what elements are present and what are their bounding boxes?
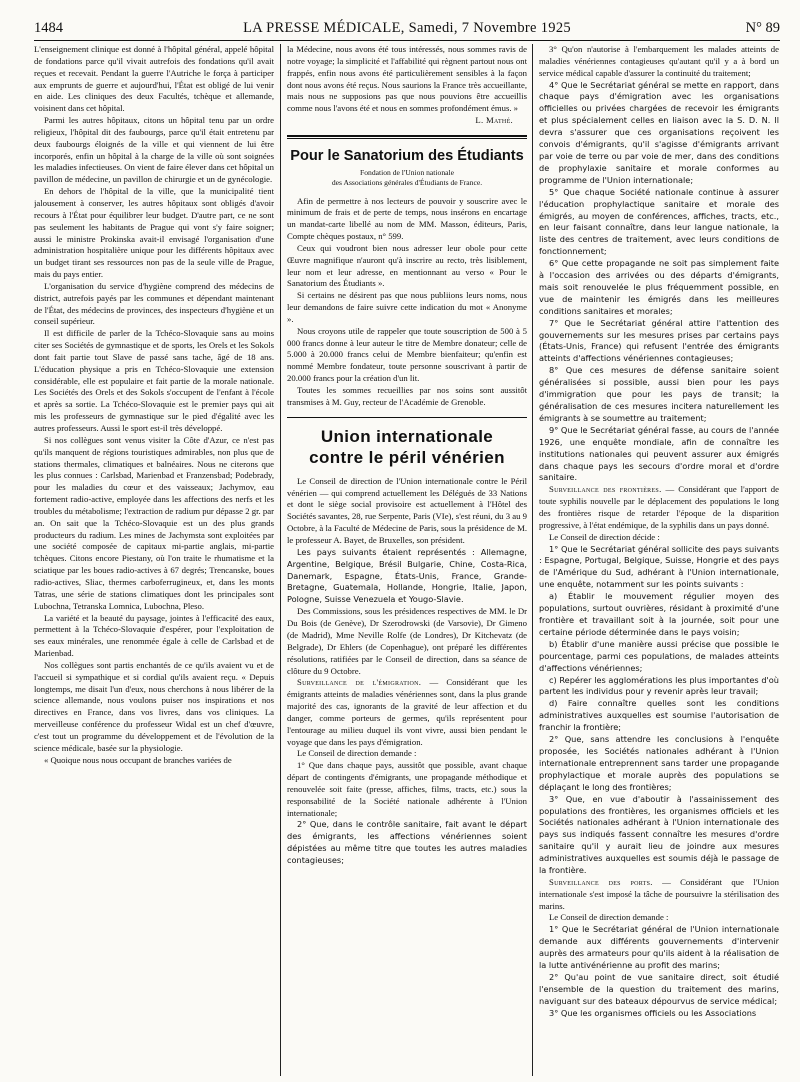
paragraph: 8° Que ces mesures de défense sanitaire soient généralisées si possible, aussi bien pour les pays d'immigration que pour les pays de transit; la généralisation de ces mesures incitera naturellement les émigrants à se soumettre au traitement; [539, 365, 779, 423]
paragraph: 3° Que, en vue d'aboutir à l'assainissement des populations des frontières, les organismes officiels et les Sociétés nationales adhérant à l'Union internationale des pays sus indiqués fassent connaître les mesures d'ordre sanitaire qu'il y aurait lieu de joindre aux mesures administratives auxquelles est soumis déjà le passage de la frontière. [539, 793, 779, 876]
paragraph: Le Conseil de direction décide : [549, 531, 660, 542]
paragraph: 3° Qu'on n'autorise à l'embarquement les malades atteints de maladies vénériennes contagieuses qu'autant qu'il y a à bord un service médical capable d'assurer la continuité du traitement; [539, 44, 779, 78]
paragraph: c) Repérer les agglomérations les plus importantes d'où partent les individus pour y revenir après leur travail; [539, 674, 779, 697]
paragraph-text: — Considérant que les émigrants atteints de maladies vénériennes sont, dans la plus grande majorité des cas, ignorants de la gravité de leur affection et du danger, comme porteurs de germes, qu'ils représentent pour l'entourage au milieu duquel ils vont vivre, aussi bien pendant le voyage que dans les pays d'émigration. [287, 677, 527, 747]
paragraph-text: — Considérant que l'apport de toute syphilis nouvelle par le déplacement des populations le long des frontières risque de retarder l'époque de la disparition progressive, à l'état endémique, de la syphilis dans un pays donné. [539, 484, 779, 530]
column-1 [34, 44, 274, 1074]
article-separator [287, 417, 527, 418]
paragraph: L'organisation du service d'hygiène comprend des médecins de district, autrefois payés par les communes et dépendant maintenant de l'État, des médecins de provinces, des inspecteurs d'hygiène et un conseil supérieur. [34, 280, 274, 327]
subtitle-line: Fondation de l'Union nationale [360, 167, 454, 177]
paragraph: La variété et la beauté du paysage, jointes à l'efficacité des eaux, permettent à la Tchéco-Slovaquie d'espérer, pour l'exploitation de ses eaux minérales, une renommée égale à celle de Carlsbad et de Marienbad. [34, 612, 274, 659]
paragraph: Parmi les autres hôpitaux, citons un hôpital tenu par un ordre religieux, l'hôpital dit des faubourgs, parce qu'il était entretenu par deux faubourgs éloignés de la ville et qui viennent de lui être incorporés, enfin un hôpital à la charge de la ville où sont soignées les maladies infectieuses. On vient de faire élever dans cet hôpital un pavillon de médecine, un pavillon de chirurgie et un de gynécologie. [34, 115, 274, 185]
article-title [287, 426, 527, 468]
paragraph: Nos collègues sont partis enchantés de ce qu'ils avaient vu et de l'accueil si sympathique et si cordial qu'ils avaient reçu. « Depuis longtemps, me disait l'un d'eux, nous cherchons à nous libérer de la science allemande, nous voulons puiser nos inspirations et nos directives en France, dans vos livres, dans vos cliniques. La merveilleuse conférence du professeur Widal est un chef d'œuvre, c'est tout un programme du développement et de l'évolution de la science médicale, basée sur la physiologie. [34, 659, 274, 753]
paragraph: d) Faire connaître quelles sont les conditions administratives auxquelles est soumise l'autorisation de franchir la frontière; [539, 698, 779, 733]
paragraph: Ceux qui voudront bien nous adresser leur obole pour cette Œuvre magnifique n'auront qu'à inscrire au recto, très lisiblement, leur nom et leur adresse, en mentionnant au verso « Pour le Sanatorium des Étudiants ». [287, 242, 527, 289]
paragraph: Afin de permettre à nos lecteurs de pouvoir y souscrire avec le minimum de frais et de perte de temps, nous insérons en encartage un mandat-carte libellé au nom de MM. Masson, éditeurs, Paris, Compte chèques postaux, n° 599. [287, 195, 527, 242]
paragraph: 1° Que le Secrétariat général sollicite des pays suivants : Espagne, Portugal, Belgique, Suisse, Hongrie et des pays de l'Amérique du Sud, adhérant à l'Union internationale, une enquête, notamment sur les points suivants : [539, 543, 779, 590]
paragraph [287, 677, 527, 748]
column-rule [280, 44, 281, 1076]
issue-number: N° 89 [745, 20, 780, 36]
paragraph: 2° Qu'au point de vue sanitaire direct, soit étudié l'ensemble de la question du traitement des marins, naviguant sur des bateaux dépourvus de service médical; [539, 971, 779, 1006]
paragraph [539, 484, 779, 531]
title-line: Union internationale [320, 426, 494, 446]
page-header [34, 18, 780, 38]
paragraph: 6° Que cette propagande ne soit pas simplement faite à l'occasion des arrivées ou des départs d'émigrants, mais soit renouvelée le plus fréquemment possible, en vue de maintenir les émigrés dans les meilleures conditions sanitaires et morales; [539, 258, 779, 316]
paragraph: 2° Que, sans attendre les conclusions à l'enquête proposée, les Sociétés nationales adhérant à l'Union internationale entreprennent sans tarder une propagande prophylactique et morale auprès des populations se déplaçant le long des frontières; [539, 734, 779, 792]
paragraph: Des Commissions, sous les présidences respectives de MM. le Dr Du Bois (de Genève), Dr Szerodrowski (de Varsovie), Dr Gimeno (de Madrid), Mme Neville Rolfe (de Londres), Dr Kitchevatz (de Belgrade), Dr Ehlers (de Copenhague), ont préparé les différentes résolutions, ratifiées par le Conseil de direction, dans sa séance de clôture du 9 Octobre. [287, 606, 527, 676]
paragraph: Le Conseil de direction de l'Union internationale contre le Péril vénérien — qui comprend actuellement les Délégués de 33 Nations et dont le siège social provisoire est actuellement à l'Hôtel des Sociétés savantes, 28, rue Serpente, Paris (VIe), s'est réuni, du 3 au 9 Octobre, à la Faculté de Médecine de Paris, sous la présidence de M. le professeur A. Bayet, de Bruxelles, son président. [287, 475, 527, 545]
column-rule [532, 44, 533, 1076]
running-title: LA PRESSE MÉDICALE, Samedi, 7 Novembre 1925 [243, 20, 571, 36]
paragraph [539, 877, 779, 913]
paragraph: Le Conseil de direction demande : [549, 912, 669, 923]
paragraph: 4° Que le Secrétariat général se mette en rapport, dans chaque pays d'émigration avec les organisations officielles ou privées chargées de recevoir les émigrants et plus spécialement celles en liaison avec la S. D. N. Il devra s'assurer que ces organisations reçoivent les convois d'émigrants, qu'il s'agisse d'émigrants arrivant par voie de terre ou par voie de mer, dans des conditions de prophylaxie sanitaire et morale conformes au programme de l'Union internationale; [539, 79, 779, 185]
paragraph: Si nos collègues sont venus visiter la Côte d'Azur, ce n'est pas qu'ils manquent de régions touristiques admirables, non plus que de stations thermales, climatiques et balnéaires. Nous ne citerons que les plus connues : Carlsbad, Marienbad et Franzensbad; Podebrady, pour les maladies du cœur et des vaisseaux; Jachymov, eau fortement radio-active, employée dans les affections des nerfs et les troubles du métabolisme; l'extraction de radium pur dépasse 2 gr. par an. On sait que la Tchéco-Slovaquie est un des plus grands producteurs du radium. Les mines de Jachymsta sont exploitées par une société composée de capitaux mi-partie anglais, mi-partie tchèques. Citons encore Piestany, où l'on traite le rhumatisme et la sciatique par les boues radio-actives à 67 degrés; Trencanske, boues radio-actives, Sliac, thermes carboferrugineux, et, dans les monts Tatras, une série de stations climatiques dont les principales sont Lubochna, Tetranska Lomnica, Lubochna, Pleso. [34, 434, 274, 611]
title-line: contre le péril vénérien [309, 447, 505, 467]
paragraph: Si certains ne désirent pas que nous publiions leurs noms, nous leur demandons de faire suivre cette indication du mot « Anonyme ». [287, 290, 527, 324]
column-2 [287, 44, 527, 1074]
paragraph: 1° Que dans chaque pays, aussitôt que possible, avant chaque départ de contingents d'émigrants, une propagande méthodique et renouvelée soit faite (presse, affiches, films, tracts, etc.) sous la responsabilité de la Société nationale adhérente à l'Union internationale; [287, 760, 527, 818]
paragraph: Les pays suivants étaient représentés : Allemagne, Argentine, Belgique, Brésil Bulgarie, Chine, Costa-Rica, Danemark, Espagne, États-Unis, France, Grande-Bretagne, Guatemala, Hollande, Hongrie, Italie, Japon, Pologne, Suisse Venezuela et Yougo-Slavie. [287, 546, 527, 605]
section-heading: Surveillance des ports. [549, 876, 653, 887]
header-rule [34, 40, 780, 41]
paragraph: 7° Que le Secrétariat général attire l'attention des gouvernements sur les mesures prises par certains pays (États-Unis, France) qui refusent l'entrée des émigrants atteints d'affections vénériennes contagieuses; [539, 317, 779, 364]
paragraph: b) Établir d'une manière aussi précise que possible le pourcentage, parmi ces populations, de malades atteints d'affections vénériennes; [539, 638, 779, 673]
paragraph: L'enseignement clinique est donné à l'hôpital général, appelé hôpital de fondations parce qu'il vivait autrefois des fondations qu'il avait reçues et recevait. Pendant la guerre l'Autriche le força à participer aux emprunts de guerre et aujourd'hui, l'État est obligé de lui venir en aide. Les cliniques des deux Facultés, tchèque et allemande, voisinent dans cet hôpital. [34, 44, 274, 114]
paragraph: 9° Que le Secrétariat général fasse, au cours de l'année 1926, une enquête mondiale, afin de connaître les institutions nationales qui peuvent assurer aux émigrés dans chaque pays les secours d'ordre moral et d'ordre sanitaire. [539, 424, 779, 483]
paragraph: Le Conseil de direction demande : [297, 748, 417, 759]
article-subtitle [287, 168, 527, 188]
column-3 [539, 44, 779, 1074]
article-title: Pour le Sanatorium des Étudiants [290, 147, 524, 164]
paragraph: En dehors de l'hôpital de la ville, que la municipalité tient jalousement à conserver, les autres hôpitaux sont obligés d'avoir recours à l'État pour équilibrer leur budget. D'autre part, ce ne sont pas seulement les habitants de Prague qui vont s'y faire soigner; aussi le ministre Prokinska avait-il envisagé l'organisation d'une administration hospitalière unique pour les différents hôpitaux avec un budget tirant ses ressources non pas de la seule ville de Prague, mais du pays entier. [34, 186, 274, 280]
paragraph: Toutes les sommes recueillies par nos soins sont aussitôt transmises à M. Guy, recteur de l'Académie de Grenoble. [287, 385, 527, 407]
paragraph: a) Établir le mouvement régulier moyen des populations, surtout ouvrières, résidant à proximité d'une frontière et travaillant soit à la journée, soit pour une certaine période déterminée dans le pays voisin; [539, 591, 779, 637]
article-separator [287, 135, 527, 139]
page-number: 1484 [34, 20, 63, 36]
paragraph-text: — Considérant que l'Union internationale s'est imposé la tâche de poursuivre la stérilisation des marins. [539, 876, 779, 911]
paragraph: la Médecine, nous avons été tous intéressés, nous sommes ravis de notre voyage; la simplicité et l'affabilité qui règnent partout nous ont frappés, enfin nous avons été particulièrement sensibles à la façon dont nous avons été reçus. Nous saurions la France très accueillante, mais nous ne supposions pas que nous pouvions être accueillis comme nous l'avons été et nous en sommes profondément émus. » [287, 44, 527, 114]
paragraph: Il est difficile de parler de la Tchéco-Slovaquie sans au moins citer ses Sociétés de gymnastique et de sports, les Orels et les Sokols dont fait partie tout Slave de passé sans tache, âgé de 18 ans. L'éducation physique a pris en Tchéco-Slovaquie une extension considérable, elle est populaire et fait partie de la morale nationale. Les Sociétés des Orels et des Sokols s'occupent de l'enfant à l'école et après sa sortie. La Tchéco-Slovaquie est le premier pays qui ait mis les professeurs de gymnastique sur le pied d'égalité avec les autres professeurs. Aussi le sport est-il très développé. [34, 328, 274, 433]
section-heading: Surveillance de l'émigration. [297, 677, 422, 688]
paragraph: 3° Que les organismes officiels ou les Associations [549, 1007, 757, 1018]
paragraph: 2° Que, dans le contrôle sanitaire, fait avant le départ des émigrants, les affections vénériennes soient dépistées au même titre que toutes les autres maladies contagieuses; [287, 819, 527, 866]
section-heading: Surveillance des frontières. [549, 484, 662, 495]
paragraph: « Quoique nous nous occupant de branches variées de [44, 754, 232, 765]
paragraph: 1° Que le Secrétariat général de l'Union internationale demande aux différents gouvernements d'intervenir auprès des armateurs pour qu'ils aident à la réalisation de la lutte antivénérienne au profit des marins; [539, 924, 779, 971]
paragraph: Nous croyons utile de rappeler que toute souscription de 500 à 5 000 francs donne à leur auteur le titre de Membre donateur; celle de 5.000 à 20.000 francs celui de Membre bienfaiteur; qu'enfin est nommé Membre fondateur, toute personne souscrivant à partir de 20.000 francs pour la création d'un lit. [287, 325, 527, 384]
subtitle-line: des Associations générales d'Étudiants de France. [331, 177, 483, 187]
paragraph: 5° Que chaque Société nationale continue à assurer l'éducation prophylactique sanitaire et morale des émigrés, au moyen de conférences, affiches, tracts, etc., en leur faisant connaître, dans leur langue nationale, la liste des centres de traitement, avec leurs conditions de fonctionnement; [539, 186, 779, 257]
article-signature: L. Mathé. [475, 115, 513, 126]
